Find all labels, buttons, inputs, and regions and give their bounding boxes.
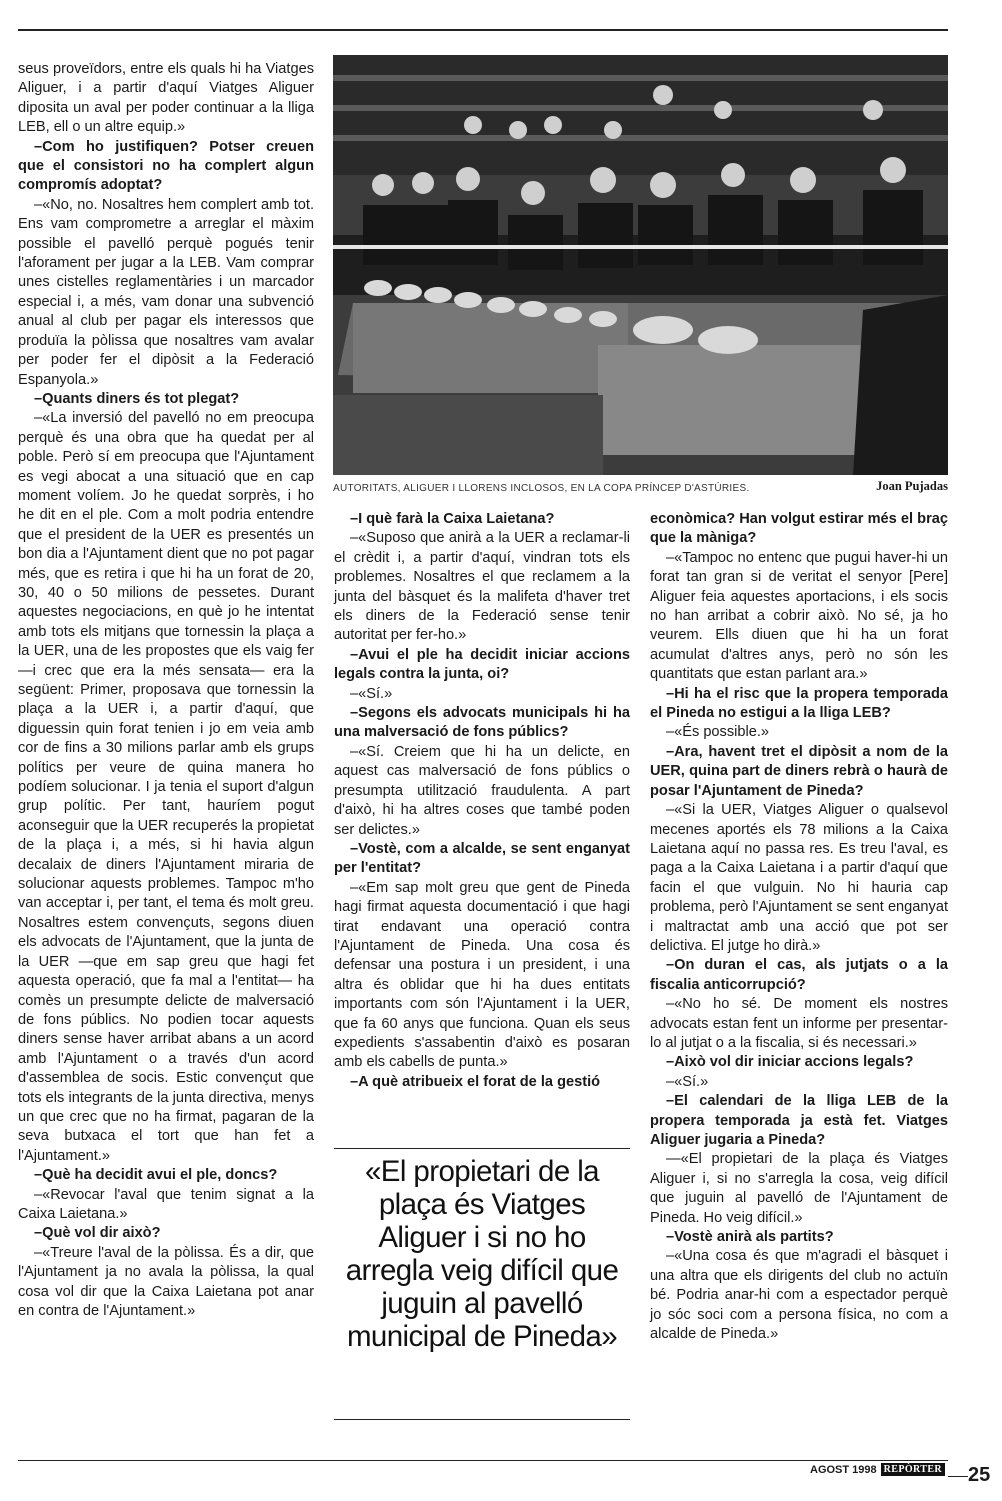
answer-paragraph: –«Si la UER, Viatges Aliguer o qualsevol mecenes aportés els 78 milions a la Caixa Laietana aquí no passa res. Es treu l'aval, es paga a la Caixa Laietana i a partir d'aquí que facin el que vulguin. No hi hauria cap problema, però l'Ajuntament se sent enganyat i maltractat amb una acció que pot ser delictiva. El jutge ho dirà.»	[650, 802, 948, 954]
page-footer	[810, 1463, 945, 1476]
question-paragraph: econòmica? Han volgut estirar més el braç que la màniga?	[650, 511, 948, 547]
pullquote-top-rule	[334, 1148, 630, 1149]
top-rule	[18, 29, 948, 31]
answer-paragraph: –«Em sap molt greu que gent de Pineda hagi firmat aquesta documentació i que hagi tirat endavant una operació contra l'Ajuntament de Pineda. Una cosa és defensar una postura i un president, i una altra és oblidar que hi ha dues entitats importants com són l'Ajuntament i la UER, que fa 60 anys que funciona. Quan els seus expedients s'assabentin d'això es posaran amb els cabells de punta.»	[334, 879, 630, 1071]
question-paragraph: –Segons els advocats municipals hi ha una malversació de fons públics?	[334, 705, 630, 741]
article-photo	[333, 55, 948, 475]
question-paragraph: –Què vol dir això?	[34, 1225, 161, 1242]
question-paragraph: –Quants diners és tot plegat?	[34, 390, 240, 407]
article-column-3	[650, 510, 948, 1344]
magazine-logo: REPÒRTER	[881, 1463, 945, 1476]
answer-paragraph: –«No ho sé. De moment els nostres advocats estan fent un informe per presentar-lo al jutjat o a la fiscalia, si és necessari.»	[650, 996, 948, 1051]
answer-paragraph: –«La inversió del pavelló no em preocupa perquè és una obra que ha quedat per al poble. Però sí em preocupa que l'Ajuntament es vegi abocat a una situació que en cap moment volíem. Jo he quedat sorprès, i ho he dit en el ple. Com a molt podria entendre que el president de la UER es presentés un bon dia a l'Ajuntament dient que no pot pagar més, que es retira i que hi ha un forat de 20, 30, 40 o 50 milions de pessetes. Durant aquestes negociacions, en què jo he intentat amb tots els mitjans que tornessin la plaça a la UER, una de les propostes que els vaig fer —i crec que era la més sensata— era la següent: Primer, proposava que tornessin la plaça a la UER i, a partir d'aquí, que diguessin quin forat tenien i jo em veia amb cor de fins a 30 milions parlar amb els grups polítics per veure de quina manera ho podíem solucionar. I ja tenia el suport d'algun grup polític. Per tant, hauríem pogut aconseguir que la UER recuperés la propietat de la plaça i, a més, si hi havia algun decalaix de diners l'Ajuntament miraria de solucionar aquests problemes. Tampoc m'ho van acceptar i, per tant, el tema és molt greu. Nosaltres estem convençuts, segons diuen els advocats de l'Ajuntament, que la junta de la UER —que em sap greu que hagi fet aquesta operació, que fa mal a l'entitat— ha comès un presumpte delicte de malversació de fons públics. No podien tocar aquests diners sense haver arribat abans a un acord amb l'Ajuntament o a través d'un acord d'assemblea de socis. Estic convençut que tots els integrants de la junta directiva, menys un que crec que no ha firmat, pagaran de la seva butxaca el tort que han fet a l'Ajuntament.»	[18, 410, 314, 1164]
article-column-2	[334, 510, 630, 1092]
answer-paragraph: –«Treure l'aval de la pòlissa. És a dir, que l'Ajuntament ja no avala la pòlissa, la qual cosa vol dir que la Caixa Laietana pot anar en contra de l'Ajuntament.»	[18, 1244, 314, 1319]
question-paragraph: –Hi ha el risc que la propera temporada el Pineda no estigui a la lliga LEB?	[650, 685, 948, 722]
question-paragraph: –Com ho justifiquen? Potser creuen que el consistori no ha complert algun compromís adoptat?	[18, 138, 314, 194]
pullquote-bottom-rule	[334, 1419, 630, 1420]
question-paragraph: –Vostè, com a alcalde, se sent enganyat per l'entitat?	[334, 840, 630, 877]
question-paragraph: –El calendari de la lliga LEB de la propera temporada ja està fet. Viatges Aliguer jugaria a Pineda?	[650, 1093, 948, 1148]
photo-caption: AUTORITATS, ALIGUER I LLORENS INCLOSOS, EN LA COPA PRÍNCEP D'ASTÚRIES.	[333, 483, 750, 494]
answer-paragraph: seus proveïdors, entre els quals hi ha Viatges Aliguer, i a partir d'aquí Viatges Aliguer diposita un aval per poder continuar a la lliga LEB, ell o un altre equip.»	[18, 61, 314, 136]
page-number: 25	[968, 1464, 991, 1486]
question-paragraph: –Això vol dir iniciar accions legals?	[666, 1054, 914, 1071]
pull-quote: «El propietari de la plaça és Viatges Aliguer i si no ho arregla veig difícil que juguin al pavelló municipal de Pineda»	[345, 1155, 619, 1353]
issue-date: AGOST 1998	[810, 1463, 877, 1476]
question-paragraph: –I què farà la Caixa Laietana?	[350, 511, 555, 527]
photo-illustration	[333, 55, 948, 475]
answer-paragraph: –«No, no. Nosaltres hem complert amb tot. Ens vam comprometre a arreglar el màxim possible el pavelló perquè pogués tenir l'aforament per jugar a la LEB. Vam comprar unes cistelles reglamentàries i un marcador especial i, a més, vam donar una subvenció anual al club per pagar els interessos que produïa la pòlissa que nosaltres vam avalar per poder fer el dipòsit a la Federació Espanyola.»	[18, 196, 314, 388]
answer-paragraph: –«Una cosa és que m'agradi el bàsquet i una altra que els dirigents del club no actuïn bé. Podria anar-hi com a espectador perquè jo sóc soci com a persona física, no com a alcalde de Pineda.»	[650, 1248, 948, 1343]
answer-paragraph: —«El propietari de la plaça és Viatges Aliguer i, si no s'arregla la cosa, veig difícil que juguin al pavelló de l'Ajuntament de Pineda. Ho veig difícil.»	[650, 1151, 948, 1226]
answer-paragraph: –«Revocar l'aval que tenim signat a la Caixa Laietana.»	[18, 1186, 314, 1222]
answer-paragraph: –«Suposo que anirà a la UER a reclamar-li el crèdit i, a partir d'aquí, vindran tots els problemes. Nosaltres el que reclamem a la junta del bàsquet és la malifeta d'haver tret els diners de la Federació sense tenir autoritat per fer-ho.»	[334, 530, 630, 644]
answer-paragraph: –«És possible.»	[666, 724, 770, 741]
question-paragraph: –Què ha decidit avui el ple, doncs?	[34, 1167, 278, 1184]
bottom-rule	[18, 1460, 948, 1461]
page-number-rule	[948, 1476, 968, 1477]
question-paragraph: –Avui el ple ha decidit iniciar accions legals contra la junta, oi?	[334, 646, 630, 683]
question-paragraph: –Vostè anirà als partits?	[666, 1229, 834, 1246]
answer-paragraph: –«Sí.»	[666, 1073, 709, 1090]
question-paragraph: –A què atribueix el forat de la gestió	[350, 1073, 601, 1090]
article-column-1	[18, 60, 314, 1321]
answer-paragraph: –«Tampoc no entenc que pugui haver-hi un forat tan gran si de veritat el senyor [Pere] Aliguer feia aquestes aportacions, i els socis no han arribat a cobrir això. No sé, ja ho veurem. Ells diuen que hi ha un forat acumulat d'altres anys, però no són les quantitats que estan parlant ara.»	[650, 549, 948, 683]
question-paragraph: –On duran el cas, als jutjats o a la fiscalia anticorrupció?	[650, 957, 948, 993]
answer-paragraph: –«Sí. Creiem que hi ha un delicte, en aquest cas malversació de fons públics o presumpta utilització fraudulenta. A part d'això, hi ha altres coses que també poden ser delictes.»	[334, 743, 630, 838]
question-paragraph: –Ara, havent tret el dipòsit a nom de la UER, quina part de diners rebrà o haurà de posar l'Ajuntament de Pineda?	[650, 743, 948, 799]
photo-credit: Joan Pujadas	[876, 479, 948, 493]
answer-paragraph: –«Sí.»	[350, 685, 393, 702]
